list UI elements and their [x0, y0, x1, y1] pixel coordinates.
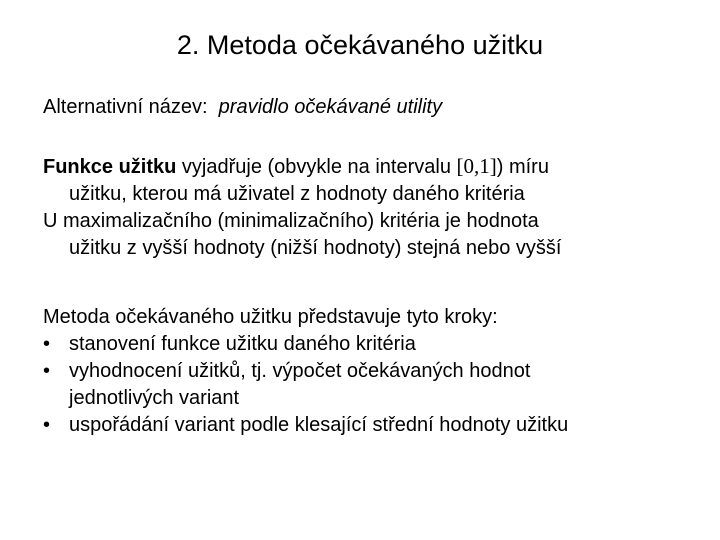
step-text-continuation: jednotlivých variant: [69, 387, 240, 409]
utility-function-text-after: ) míru: [496, 156, 549, 178]
criterion-note-line-2: užitku z vyšší hodnoty (nižší hodnoty) stejná nebo vyšší: [69, 237, 562, 259]
bullet-icon: •: [43, 360, 51, 382]
step-text: stanovení funkce užitku daného kritéria: [69, 333, 416, 355]
utility-interval: [0,1]: [456, 154, 497, 178]
alternative-name-label: Alternativní název:: [43, 96, 208, 118]
steps-intro: Metoda očekávaného užitku představuje tyto kroky:: [43, 306, 498, 328]
steps-section: [43, 304, 568, 439]
utility-function-line-1: [43, 153, 549, 181]
utility-function-line-2: užitku, kterou má uživatel z hodnoty daného kritéria: [69, 183, 525, 205]
utility-function-text-before: vyjadřuje (obvykle na intervalu: [176, 156, 457, 178]
alternative-name-value: pravidlo očekávané utility: [218, 96, 443, 118]
list-item: [43, 412, 568, 439]
list-item: [43, 358, 568, 412]
criterion-note-paragraph: [43, 208, 561, 262]
step-text: vyhodnocení užitků, tj. výpočet očekávaných hodnot: [69, 360, 531, 382]
alternative-name: [43, 94, 442, 120]
step-text: uspořádání variant podle klesající střední hodnoty užitku: [69, 414, 569, 436]
list-item: [43, 331, 568, 358]
bullet-icon: •: [43, 333, 51, 355]
utility-function-paragraph: [43, 153, 549, 208]
bullet-icon: •: [43, 414, 51, 436]
utility-function-term: Funkce užitku: [43, 156, 177, 178]
criterion-note-line-1: U maximalizačního (minimalizačního) kritéria je hodnota: [43, 210, 539, 232]
slide-title: 2. Metoda očekávaného užitku: [176, 30, 544, 60]
